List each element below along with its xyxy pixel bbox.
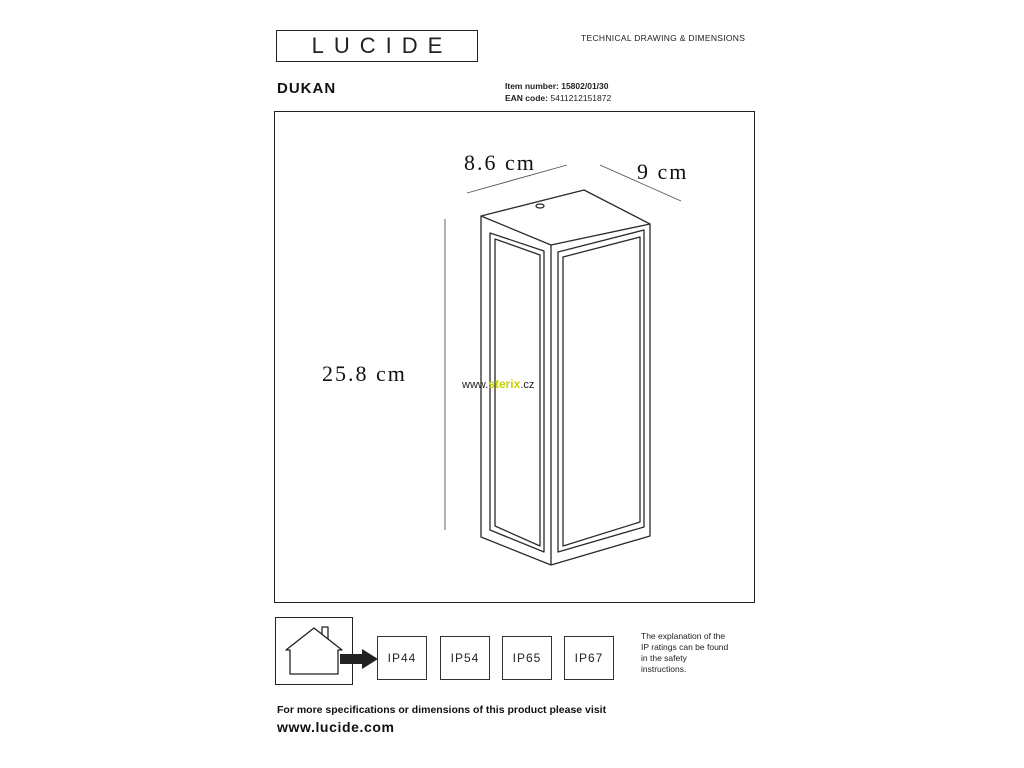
ip-note-line: The explanation of the bbox=[641, 631, 726, 641]
depth-dimension-label: 9 cm bbox=[637, 159, 689, 184]
lamp-top-hole bbox=[536, 204, 544, 208]
lamp-top-face bbox=[481, 190, 650, 245]
ip-rating-box: IP44 bbox=[377, 636, 427, 680]
ip-note-line: instructions. bbox=[641, 664, 687, 674]
watermark-brand: sterix bbox=[488, 377, 521, 391]
arrow-right-icon bbox=[338, 648, 380, 670]
ip-rating-box: IP67 bbox=[564, 636, 614, 680]
item-number-label: Item number: bbox=[505, 81, 559, 91]
lamp-left-panel bbox=[490, 233, 544, 552]
watermark-suffix: .cz bbox=[520, 379, 535, 391]
footer-text: For more specifications or dimensions of this product please visit bbox=[277, 704, 607, 716]
logo-text: LUCIDE bbox=[311, 33, 453, 58]
lamp-right-panel-inner bbox=[563, 237, 640, 546]
ip-rating-box: IP65 bbox=[502, 636, 552, 680]
product-name: DUKAN bbox=[277, 80, 337, 97]
width-dimension-label: 8.6 cm bbox=[464, 150, 536, 175]
ip-note-line: in the safety bbox=[641, 653, 687, 663]
item-number-value: 15802/01/30 bbox=[561, 81, 609, 91]
header-caption: TECHNICAL DRAWING & DIMENSIONS bbox=[581, 33, 746, 43]
height-dimension-label: 25.8 cm bbox=[322, 361, 407, 386]
lamp-left-panel-inner bbox=[495, 239, 540, 546]
watermark-prefix: www. bbox=[462, 379, 489, 391]
ean-label: EAN code: bbox=[505, 93, 548, 103]
watermark bbox=[462, 377, 534, 391]
ip-rating-note bbox=[641, 631, 761, 675]
ean-value: 5411212151872 bbox=[550, 93, 612, 103]
lamp-right-panel bbox=[558, 230, 644, 552]
ip-note-line: IP ratings can be found bbox=[641, 642, 729, 652]
ip-rating-box: IP54 bbox=[440, 636, 490, 680]
footer-website-link[interactable]: www.lucide.com bbox=[277, 719, 395, 735]
